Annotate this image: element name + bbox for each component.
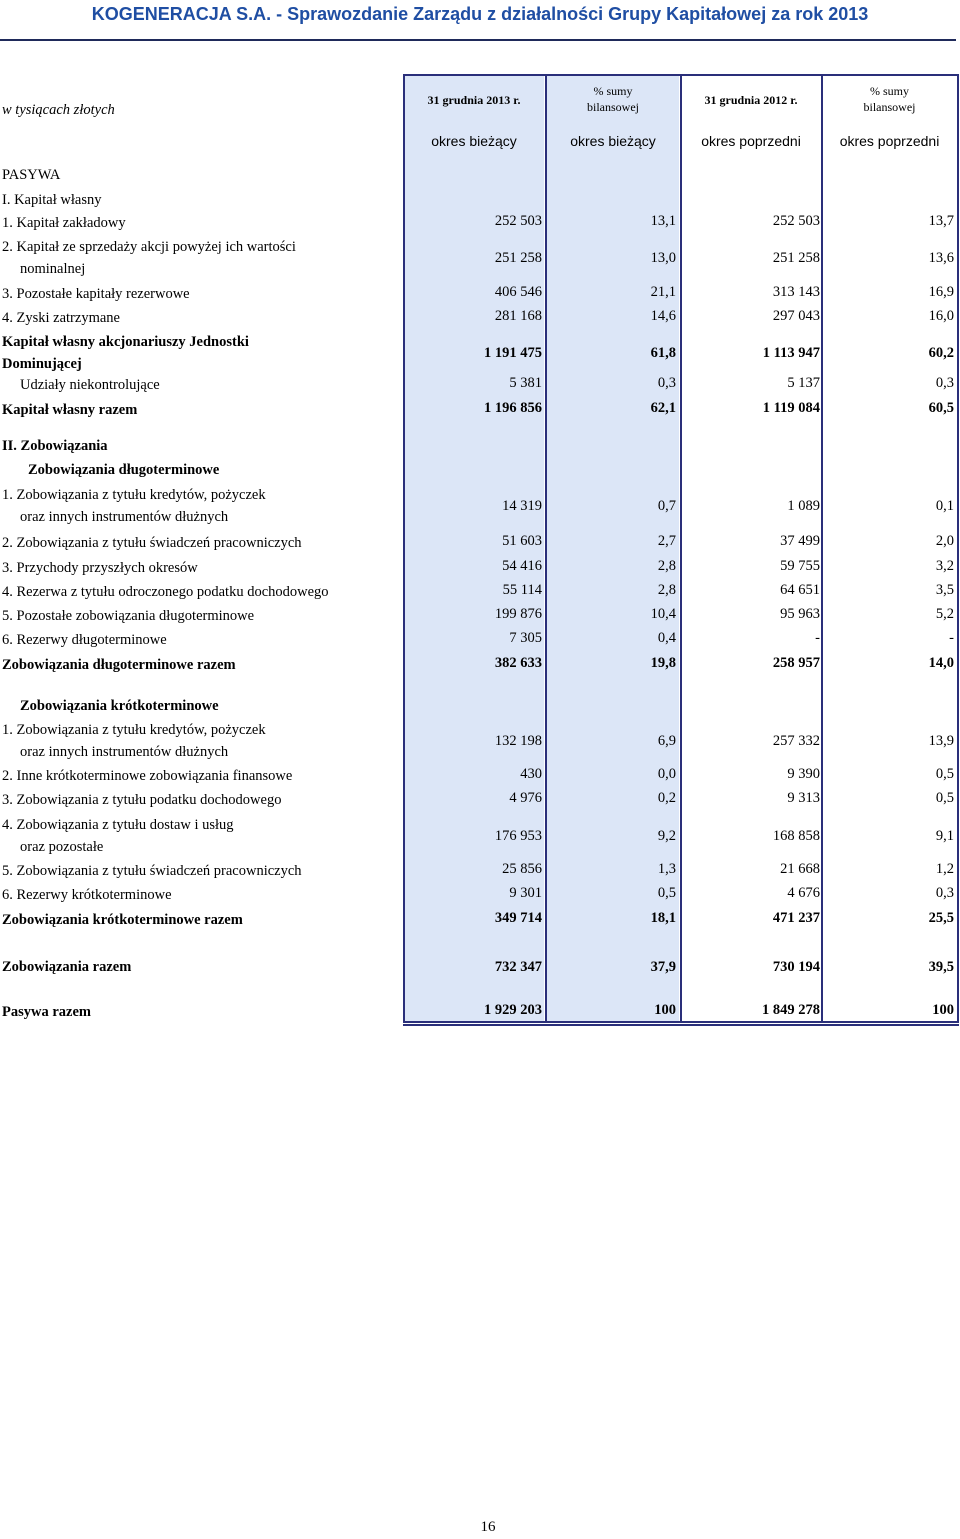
value-previous: - <box>815 630 820 646</box>
pct-previous: 2,0 <box>935 533 954 549</box>
value-previous: 4 676 <box>787 885 820 901</box>
pct-header-line1: % sumy <box>593 84 633 98</box>
pct-previous: 60,2 <box>928 345 954 361</box>
row-label: 6. Rezerwy krótkoterminowe <box>2 887 172 903</box>
pct-previous: 5,2 <box>935 606 954 622</box>
value-previous: 251 258 <box>772 250 820 266</box>
value-current: 4 976 <box>509 790 542 806</box>
column-border <box>957 75 959 1023</box>
col-header-previous-pct <box>822 83 957 115</box>
period-label-current: okres bieżący <box>570 133 656 149</box>
pct-current: 0,2 <box>657 790 676 806</box>
value-previous: 257 332 <box>772 733 820 749</box>
pct-current: 0,7 <box>657 498 676 514</box>
row-label: 1. Zobowiązania z tytułu kredytów, pożyczek <box>2 487 266 503</box>
pct-current: 19,8 <box>650 655 676 671</box>
title-rule <box>0 39 956 41</box>
row-label: 1. Zobowiązania z tytułu kredytów, pożyczek <box>2 722 266 738</box>
value-previous: 1 849 278 <box>762 1002 820 1018</box>
row-label: Zobowiązania długoterminowe razem <box>2 657 236 673</box>
pct-current: 61,8 <box>650 345 676 361</box>
table-top-border <box>403 74 959 76</box>
row-label: 2. Zobowiązania z tytułu świadczeń pracowniczych <box>2 535 302 551</box>
value-previous: 59 755 <box>780 558 820 574</box>
pct-current: 13,0 <box>650 250 676 266</box>
row-label: 4. Zobowiązania z tytułu dostaw i usług <box>2 817 234 833</box>
value-current: 430 <box>520 766 542 782</box>
page-number: 16 <box>480 1519 496 1535</box>
section-label: I. Kapitał własny <box>2 192 102 208</box>
pct-previous: 1,2 <box>935 861 954 877</box>
row-label: Zobowiązania razem <box>2 959 132 975</box>
row-label-cont: oraz innych instrumentów dłużnych <box>20 744 229 760</box>
value-current: 281 168 <box>494 308 542 324</box>
pct-previous: - <box>949 630 954 646</box>
section-label: Zobowiązania długoterminowe <box>28 462 220 478</box>
pct-previous: 100 <box>932 1002 954 1018</box>
pct-current: 2,8 <box>657 558 676 574</box>
row-label: 2. Inne krótkoterminowe zobowiązania finansowe <box>2 768 293 784</box>
pct-previous: 25,5 <box>928 910 954 926</box>
period-label-current: okres bieżący <box>431 133 517 149</box>
col-header-previous-date: 31 grudnia 2012 r. <box>704 93 798 107</box>
value-previous: 95 963 <box>780 606 820 622</box>
pct-previous: 3,2 <box>935 558 954 574</box>
value-current: 251 258 <box>494 250 542 266</box>
value-previous: 1 113 947 <box>762 345 820 361</box>
section-label: Zobowiązania krótkoterminowe <box>20 698 219 714</box>
value-previous: 297 043 <box>772 308 820 324</box>
value-current: 176 953 <box>494 828 542 844</box>
row-label: 1. Kapitał zakładowy <box>2 215 126 231</box>
table-bottom-border <box>403 1024 959 1026</box>
value-previous: 730 194 <box>772 959 820 975</box>
value-current: 54 416 <box>502 558 542 574</box>
pct-previous: 60,5 <box>928 400 954 416</box>
value-current: 51 603 <box>502 533 542 549</box>
pct-current: 10,4 <box>650 606 676 622</box>
period-label-previous: okres poprzedni <box>701 133 801 149</box>
value-previous: 1 119 084 <box>762 400 820 416</box>
pct-previous: 13,7 <box>928 213 954 229</box>
pct-current: 13,1 <box>650 213 676 229</box>
row-label: Pasywa razem <box>2 1004 91 1020</box>
col-header-current-date: 31 grudnia 2013 r. <box>427 93 521 107</box>
pct-current: 1,3 <box>657 861 676 877</box>
pct-previous: 0,5 <box>935 790 954 806</box>
row-label: 3. Zobowiązania z tytułu podatku dochodowego <box>2 792 282 808</box>
value-current: 14 319 <box>502 498 542 514</box>
units-caption: w tysiącach złotych <box>2 102 115 118</box>
value-previous: 64 651 <box>780 582 820 598</box>
row-label: 6. Rezerwy długoterminowe <box>2 632 167 648</box>
pct-current: 18,1 <box>650 910 676 926</box>
value-current: 132 198 <box>494 733 542 749</box>
period-label-previous: okres poprzedni <box>839 133 940 149</box>
value-previous: 5 137 <box>787 375 820 391</box>
pct-header-line2: bilansowej <box>863 100 916 114</box>
value-previous: 258 957 <box>772 655 820 671</box>
value-current: 406 546 <box>494 284 542 300</box>
pct-current: 0,5 <box>657 885 676 901</box>
col-header-current-pct <box>547 83 679 115</box>
pct-header-line1: % sumy <box>870 84 909 98</box>
value-previous: 21 668 <box>780 861 820 877</box>
value-current: 1 191 475 <box>484 345 542 361</box>
row-label-cont: Dominującej <box>2 356 82 372</box>
pct-current: 2,8 <box>657 582 676 598</box>
value-previous: 313 143 <box>772 284 820 300</box>
value-previous: 471 237 <box>772 910 820 926</box>
pct-current: 37,9 <box>650 959 676 975</box>
pct-previous: 0,1 <box>935 498 954 514</box>
row-label: Kapitał własny razem <box>2 402 138 418</box>
pct-current: 100 <box>654 1002 676 1018</box>
row-label: 2. Kapitał ze sprzedaży akcji powyżej ich wartości <box>2 239 296 255</box>
pct-current: 14,6 <box>650 308 676 324</box>
value-current: 25 856 <box>502 861 542 877</box>
row-label-cont: oraz pozostałe <box>20 839 104 855</box>
value-current: 5 381 <box>509 375 542 391</box>
pct-current: 62,1 <box>650 400 676 416</box>
row-label: 4. Zyski zatrzymane <box>2 310 120 326</box>
pct-current: 0,3 <box>657 375 676 391</box>
pct-previous: 13,9 <box>928 733 954 749</box>
pct-previous: 0,3 <box>935 885 954 901</box>
pct-current: 0,4 <box>657 630 676 646</box>
value-previous: 37 499 <box>780 533 820 549</box>
value-current: 252 503 <box>494 213 542 229</box>
value-previous: 252 503 <box>772 213 820 229</box>
pct-current: 9,2 <box>657 828 676 844</box>
pct-previous: 16,9 <box>928 284 954 300</box>
pct-current: 0,0 <box>657 766 676 782</box>
row-label: 5. Pozostałe zobowiązania długoterminowe <box>2 608 255 624</box>
value-current: 1 929 203 <box>484 1002 542 1018</box>
value-current: 732 347 <box>494 959 542 975</box>
value-previous: 9 390 <box>787 766 820 782</box>
pct-previous: 39,5 <box>928 959 954 975</box>
pct-header-line2: bilansowej <box>587 100 639 114</box>
pct-previous: 9,1 <box>935 828 954 844</box>
row-label: 5. Zobowiązania z tytułu świadczeń pracowniczych <box>2 863 302 879</box>
pct-previous: 14,0 <box>928 655 954 671</box>
pct-current: 21,1 <box>650 284 676 300</box>
value-previous: 9 313 <box>787 790 820 806</box>
pct-previous: 3,5 <box>935 582 954 598</box>
value-current: 9 301 <box>509 885 542 901</box>
pct-previous: 13,6 <box>928 250 954 266</box>
section-label: II. Zobowiązania <box>2 438 108 454</box>
pct-current: 6,9 <box>657 733 676 749</box>
row-label: Udziały niekontrolujące <box>20 377 160 393</box>
row-label: 3. Przychody przyszłych okresów <box>2 560 198 576</box>
row-label: Zobowiązania krótkoterminowe razem <box>2 912 243 928</box>
row-label-cont: nominalnej <box>20 261 86 277</box>
section-label: PASYWA <box>2 167 61 183</box>
table-bottom-border <box>403 1021 959 1023</box>
value-current: 1 196 856 <box>484 400 542 416</box>
value-previous: 1 089 <box>787 498 820 514</box>
row-label-cont: oraz innych instrumentów dłużnych <box>20 509 229 525</box>
value-current: 349 714 <box>494 910 542 926</box>
value-current: 199 876 <box>494 606 542 622</box>
value-previous: 168 858 <box>772 828 820 844</box>
value-current: 382 633 <box>494 655 542 671</box>
pct-current: 2,7 <box>657 533 676 549</box>
pct-previous: 16,0 <box>928 308 954 324</box>
pct-previous: 0,5 <box>935 766 954 782</box>
value-current: 7 305 <box>509 630 542 646</box>
row-label: 4. Rezerwa z tytułu odroczonego podatku dochodowego <box>2 584 329 600</box>
value-current: 55 114 <box>502 582 542 598</box>
row-label: 3. Pozostałe kapitały rezerwowe <box>2 286 190 302</box>
row-label: Kapitał własny akcjonariuszy Jednostki <box>2 334 249 350</box>
pct-previous: 0,3 <box>935 375 954 391</box>
document-title: KOGENERACJA S.A. - Sprawozdanie Zarządu z działalności Grupy Kapitałowej za rok 2013 <box>91 4 869 24</box>
